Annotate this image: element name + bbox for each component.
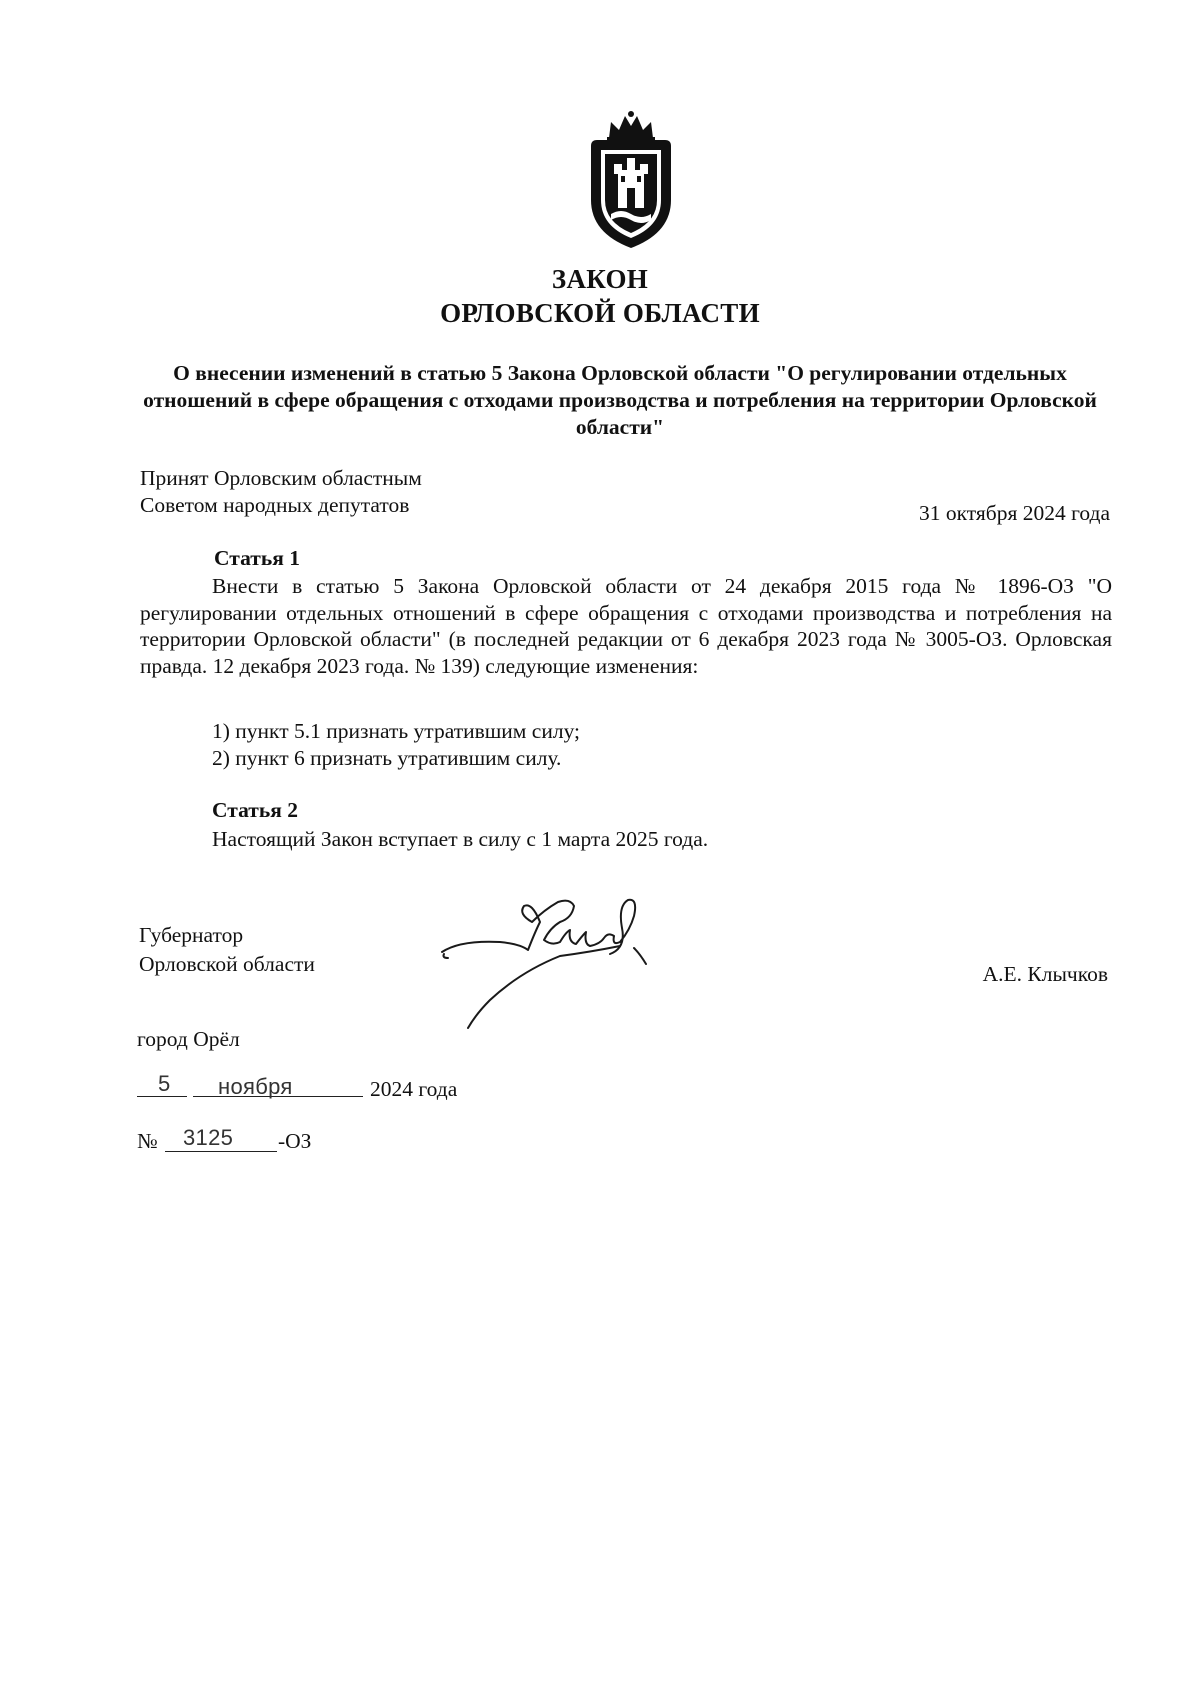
number-suffix: -ОЗ bbox=[278, 1129, 312, 1153]
number-prefix: № bbox=[137, 1129, 158, 1153]
city: город Орёл bbox=[137, 1027, 240, 1051]
signatory-position-line2: Орловской области bbox=[139, 952, 315, 976]
month-handwritten: ноября bbox=[218, 1074, 293, 1099]
adoption-body-line2: Советом народных депутатов bbox=[140, 493, 410, 517]
article1-item-1: 1) пункт 5.1 признать утратившим силу; bbox=[212, 719, 581, 743]
law-subtitle: О внесении изменений в статью 5 Закона Орловской области "О регулировании отдельных отношений в сфере обращения с отходами производства и потребления на территории Орловской области" bbox=[143, 361, 1097, 439]
document-issuer: ОРЛОВСКОЙ ОБЛАСТИ bbox=[440, 298, 760, 328]
coat-of-arms-icon bbox=[581, 108, 681, 253]
signatory-position-line1: Губернатор bbox=[139, 923, 244, 947]
article1-text: Внести в статью 5 Закона Орловской области от 24 декабря 2015 года № 1896-ОЗ "О регулировании отдельных отношений в сфере обращения с отходами производства и потребления на территории Орловской области" (в последней редакции от 6 декабря 2023 года № 3005-ОЗ. Орловская правда. 12 декабря 2023 года. № 139) следующие изменения: bbox=[140, 574, 1112, 678]
adoption-date: 31 октября 2024 года bbox=[918, 501, 1110, 525]
number-handwritten: 3125 bbox=[183, 1125, 234, 1150]
article1-item-2: 2) пункт 6 признать утратившим силу. bbox=[212, 746, 562, 770]
year-text: 2024 года bbox=[370, 1077, 458, 1101]
article1-title: Статья 1 bbox=[214, 546, 300, 570]
day-handwritten: 5 bbox=[158, 1071, 171, 1096]
handwritten-signature-icon bbox=[440, 892, 660, 1032]
article1-body bbox=[140, 573, 1112, 679]
article2-title: Статья 2 bbox=[212, 798, 298, 822]
signatory-name: А.Е. Клычков bbox=[982, 962, 1108, 986]
article2-text: Настоящий Закон вступает в силу с 1 марта 2025 года. bbox=[212, 827, 709, 851]
adoption-body-line1: Принят Орловским областным bbox=[140, 466, 422, 490]
number-underline bbox=[165, 1151, 277, 1152]
document-title: ЗАКОН bbox=[551, 264, 649, 294]
